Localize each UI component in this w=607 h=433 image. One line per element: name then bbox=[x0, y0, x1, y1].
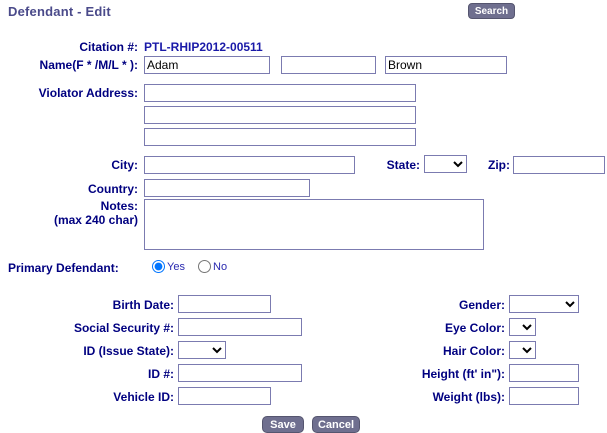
id-number-label: ID #: bbox=[147, 367, 174, 381]
id-issue-state-label: ID (Issue State): bbox=[83, 344, 174, 358]
address-line3-input[interactable] bbox=[144, 128, 416, 146]
notes-sublabel: (max 240 char) bbox=[53, 213, 138, 227]
vehicle-id-label: Vehicle ID: bbox=[113, 390, 174, 404]
violator-address-label: Violator Address: bbox=[38, 86, 138, 100]
city-label: City: bbox=[111, 158, 138, 172]
weight-label: Weight (lbs): bbox=[432, 390, 505, 404]
save-button[interactable]: Save bbox=[262, 416, 304, 433]
name-label: Name(F * /M/L * ): bbox=[39, 58, 138, 72]
eye-color-select[interactable] bbox=[509, 318, 536, 336]
hair-color-label: Hair Color: bbox=[442, 344, 505, 358]
zip-input[interactable] bbox=[513, 156, 605, 174]
citation-value: PTL-RHIP2012-00511 bbox=[144, 40, 263, 54]
address-line2-input[interactable] bbox=[144, 106, 416, 124]
city-input[interactable] bbox=[144, 156, 355, 174]
primary-defendant-yes-label[interactable]: Yes bbox=[167, 260, 185, 273]
citation-label: Citation #: bbox=[79, 40, 138, 54]
primary-defendant-no-label[interactable]: No bbox=[213, 260, 228, 273]
middle-name-input[interactable] bbox=[281, 56, 376, 74]
height-label: Height (ft' in"): bbox=[421, 367, 505, 381]
cancel-button[interactable]: Cancel bbox=[312, 416, 360, 433]
birth-date-input[interactable] bbox=[178, 295, 271, 313]
vehicle-id-input[interactable] bbox=[178, 387, 271, 405]
notes-label: Notes: bbox=[100, 199, 138, 213]
weight-input[interactable] bbox=[509, 387, 579, 405]
state-select[interactable] bbox=[424, 155, 467, 173]
notes-textarea[interactable] bbox=[144, 199, 484, 250]
gender-select[interactable] bbox=[509, 295, 579, 313]
ssn-input[interactable] bbox=[178, 318, 302, 336]
birth-date-label: Birth Date: bbox=[112, 298, 174, 312]
state-label: State: bbox=[386, 158, 420, 172]
primary-defendant-label: Primary Defendant: bbox=[8, 261, 119, 275]
search-button[interactable]: Search bbox=[468, 3, 515, 19]
zip-label: Zip: bbox=[488, 158, 510, 172]
eye-color-label: Eye Color: bbox=[444, 321, 505, 335]
page-title: Defendant - Edit bbox=[8, 4, 111, 19]
country-input[interactable] bbox=[144, 179, 310, 197]
primary-defendant-yes-radio[interactable] bbox=[152, 260, 165, 273]
hair-color-select[interactable] bbox=[509, 341, 536, 359]
ssn-label: Social Security #: bbox=[73, 321, 174, 335]
address-line1-input[interactable] bbox=[144, 84, 416, 102]
id-issue-state-select[interactable] bbox=[178, 341, 226, 359]
first-name-input[interactable] bbox=[144, 56, 270, 74]
last-name-input[interactable] bbox=[385, 56, 507, 74]
height-input[interactable] bbox=[509, 364, 579, 382]
country-label: Country: bbox=[88, 182, 138, 196]
primary-defendant-radio-group[interactable] bbox=[152, 260, 237, 273]
primary-defendant-no-radio[interactable] bbox=[198, 260, 211, 273]
id-number-input[interactable] bbox=[178, 364, 302, 382]
gender-label: Gender: bbox=[458, 298, 505, 312]
